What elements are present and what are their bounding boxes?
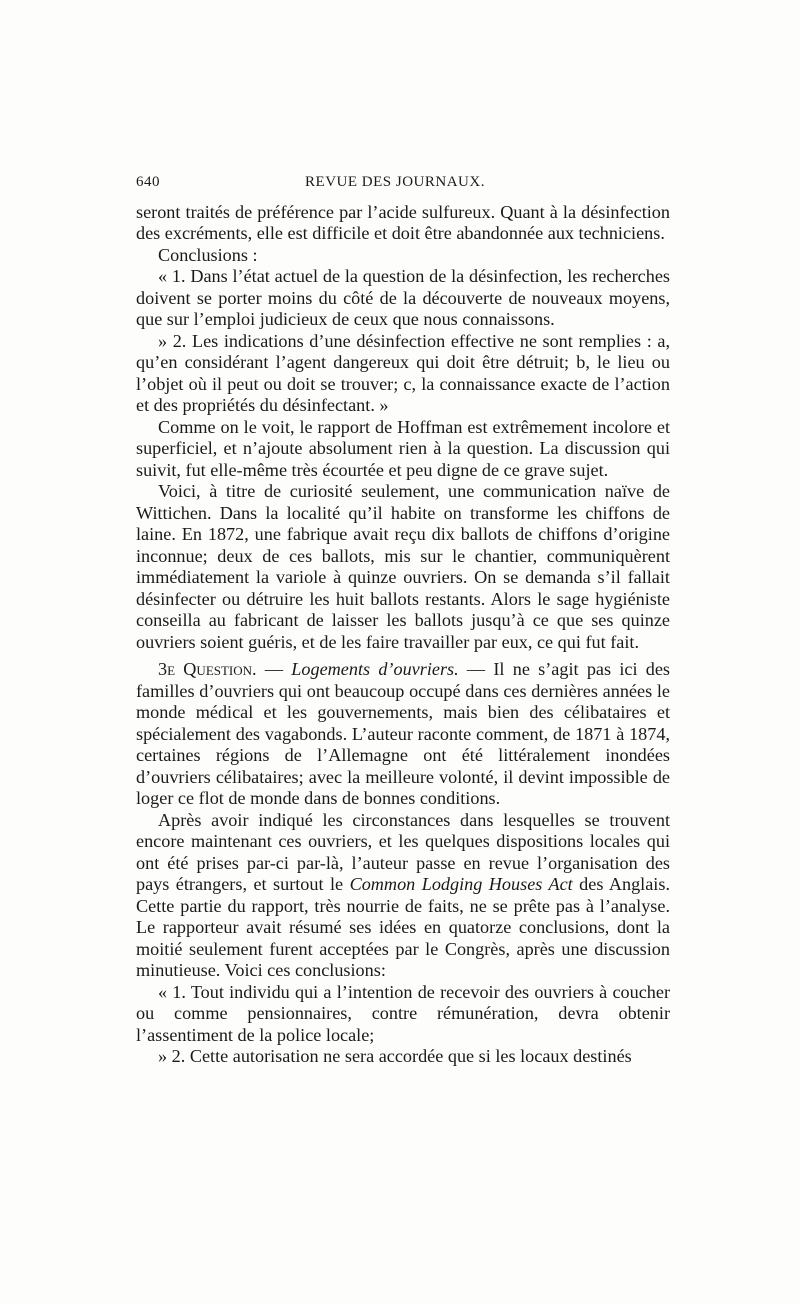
question-dash: — [458, 659, 494, 679]
paragraph: Voici, à titre de curiosité seulement, une communication naïve de Wittichen. Dans la localité qu’il habite on transforme les chiffons de laine. En 1872, une fabrique avait reçu dix ballots de chiffons d’origine inconnue; deux de ces ballots, mis sur le chantier, communiquèrent immédiatement la variole à quinze ouvriers. On se demanda s’il fallait désinfecter ou détruire les huit ballots restants. Alors le sage hygiéniste conseilla au fabricant de laisser les ballots jusqu’à ce que ses quinze ouvriers soient guéris, et de les faire travailler par eux, ce qui fut fait. [136, 481, 670, 652]
question-heading: Logements d’ouvriers. [291, 659, 459, 679]
paragraph-text: Après avoir indiqué les circonstances dans lesquelles se trouvent encore maintenant ces ouvriers, et les quelques dispositions locales qui ont été prises par-ci par-là, l’auteur passe en revue l’organisation des pays étrangers, et surtout le [136, 809, 670, 894]
paragraph: Conclusions : [158, 244, 258, 265]
paragraph: Comme on le voit, le rapport de Hoffman est extrêmement incolore et superficiel, et n’ajoute absolument rien à la question. La discussion qui suivit, fut elle-même très écourtée et peu digne de ce grave sujet. [136, 416, 670, 480]
question-text: Il ne s’agit pas ici des familles d’ouvriers qui ont beaucoup occupé dans ces dernières années le monde médical et les gouvernements, mais bien des célibataires et spécialement des vagabonds. L’auteur raconte comment, de 1871 à 1874, certaines régions de l’Allemagne ont été littéralement inondées d’ouvriers célibataires; avec la meilleure volonté, il devint impossible de loger ce flot de monde dans de bonnes conditions. [136, 659, 671, 808]
act-title: Common Lodging Houses Act [349, 874, 573, 894]
question-label: 3e Question. [158, 659, 257, 679]
question-dash: — [256, 659, 292, 679]
paragraph-text: des Anglais. Cette partie du rapport, très nourrie de faits, ne se prête pas à l’analyse. Le rapporteur avait résumé ses idées en quatorze conclusions, dont la moitié seulement furent acceptées par le Congrès, après une discussion minutieuse. Voici ces conclusions: [136, 874, 670, 980]
paragraph: « 1. Dans l’état actuel de la question de la désinfection, les recherches doivent se porter moins du côté de la découverte de nouveaux moyens, que sur l’emploi judicieux de ceux que nous connaissons. [136, 266, 670, 329]
conclusion-item: » 2. Cette autorisation ne sera accordée que si les locaux destinés [158, 1046, 632, 1066]
paragraph: seront traités de préférence par l’acide sulfureux. Quant à la désinfection des excréments, elle est difficile et doit être abandonnée aux techniciens. [136, 201, 670, 243]
page-text [136, 172, 670, 1068]
paragraph [136, 810, 670, 982]
question-paragraph [136, 659, 670, 810]
conclusion-item: « 1. Tout individu qui a l’intention de recevoir des ouvriers à coucher ou comme pensionnaires, contre rémunération, devra obtenir l’assentiment de la police locale; [136, 981, 670, 1045]
page-number: 640 [136, 174, 160, 190]
running-head [136, 172, 670, 194]
running-title: REVUE DES JOURNAUX. [305, 174, 485, 190]
paragraph: » 2. Les indications d’une désinfection effective ne sont remplies : a, qu’en considérant l’agent dangereux qui doit être détruit; b, le lieu ou l’objet où il peut ou doit se trouver; c, la connaissance exacte de l’action et des propriétés du désinfectant. » [136, 330, 670, 415]
